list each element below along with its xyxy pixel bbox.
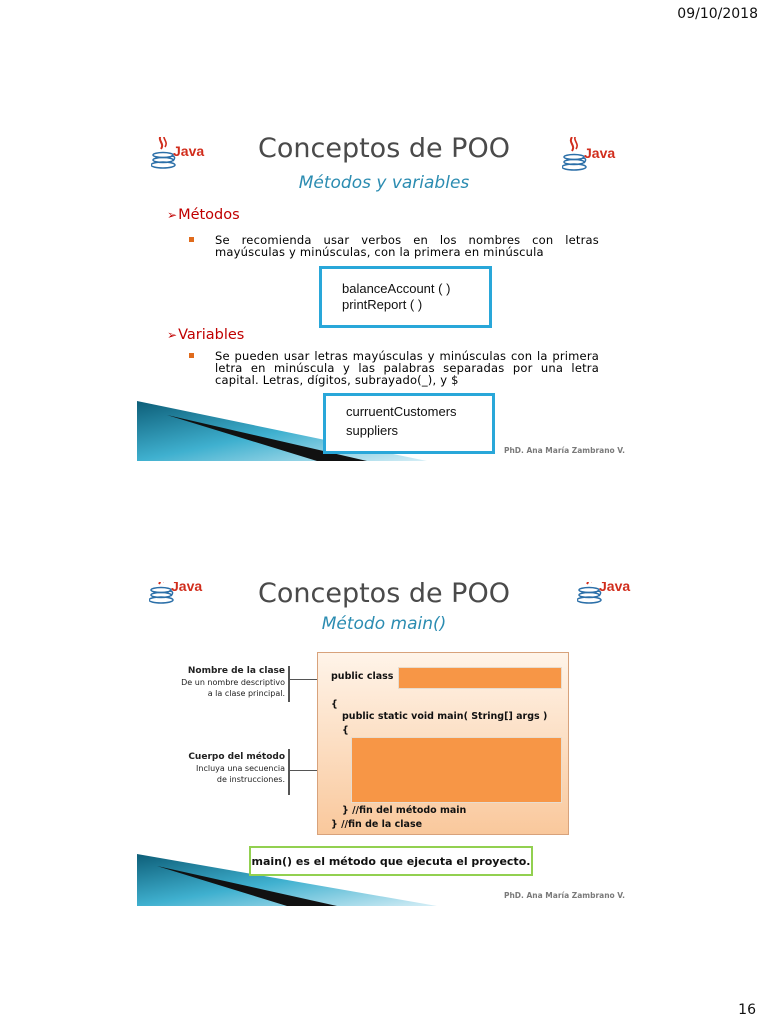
print-date: 09/10/2018 [677, 6, 758, 22]
section-heading-variables [167, 327, 244, 343]
slide-subtitle: Métodos y variables [298, 173, 470, 193]
java-logo-text: Java [171, 582, 203, 594]
arrow-icon: ➢ [167, 328, 178, 342]
label-class-name [157, 666, 285, 699]
code-close-class: } //fin de la clase [331, 819, 423, 830]
label-method-body [157, 752, 285, 785]
slide-author: PhD. Ana María Zambrano V. [503, 446, 625, 455]
label-title: Cuerpo del método [188, 752, 285, 762]
code-box-variables [323, 393, 495, 454]
slide-subtitle: Método main() [321, 614, 447, 634]
label-desc: Incluya una secuencia [196, 764, 285, 773]
code-box-methods [319, 266, 492, 328]
code-open-brace: { [342, 725, 349, 736]
slide-1 [137, 137, 631, 461]
bullet-metodos [189, 234, 599, 258]
code-line: printReport ( ) [342, 297, 423, 312]
page-number: 16 [738, 1002, 756, 1018]
code-template-box [317, 652, 569, 835]
code-main-signature: public static void main( String[] args ) [342, 711, 548, 722]
code-close-method: } //fin del método main [342, 805, 467, 816]
bullet-text: Se recomienda usar verbos en los nombres con letras mayúsculas y minúsculas, con la primera en minúscula [215, 233, 599, 259]
label-desc: a la clase principal. [207, 689, 285, 698]
arrow-icon: ➢ [167, 208, 178, 222]
label-desc: de instrucciones. [216, 775, 285, 784]
code-line: balanceAccount ( ) [342, 281, 451, 296]
java-logo-text: Java [584, 145, 616, 161]
note-box: main() es el método que ejecuta el proyecto. [249, 846, 533, 876]
java-logo-text: Java [599, 582, 631, 594]
code-open-brace: { [331, 699, 338, 710]
class-name-placeholder [398, 667, 562, 689]
slide-title: Conceptos de POO [258, 137, 510, 164]
code-public-class: public class [331, 671, 394, 682]
heading-text: Variables [178, 327, 245, 343]
slide-2 [137, 582, 631, 906]
section-heading-metodos [167, 207, 240, 223]
bracket-line [288, 666, 290, 702]
label-desc: De un nombre descriptivo [181, 678, 285, 687]
heading-text: Métodos [178, 207, 240, 223]
bullet-text: Se pueden usar letras mayúsculas y minúsculas con la primera letra en minúscula y las palabras separadas por una letra capital. Letras, dígitos, subrayado(_), y $ [215, 349, 599, 387]
label-title: Nombre de la clase [187, 666, 285, 676]
slide-title: Conceptos de POO [258, 582, 510, 609]
bullet-square-icon [189, 353, 194, 358]
code-line: suppliers [346, 423, 399, 438]
bullet-square-icon [189, 237, 194, 242]
bracket-line [288, 749, 290, 795]
slide-author: PhD. Ana María Zambrano V. [503, 891, 625, 900]
bullet-variables [189, 350, 599, 386]
code-line: curruentCustomers [346, 404, 457, 419]
method-body-placeholder [351, 737, 562, 803]
java-logo-text: Java [173, 143, 205, 159]
